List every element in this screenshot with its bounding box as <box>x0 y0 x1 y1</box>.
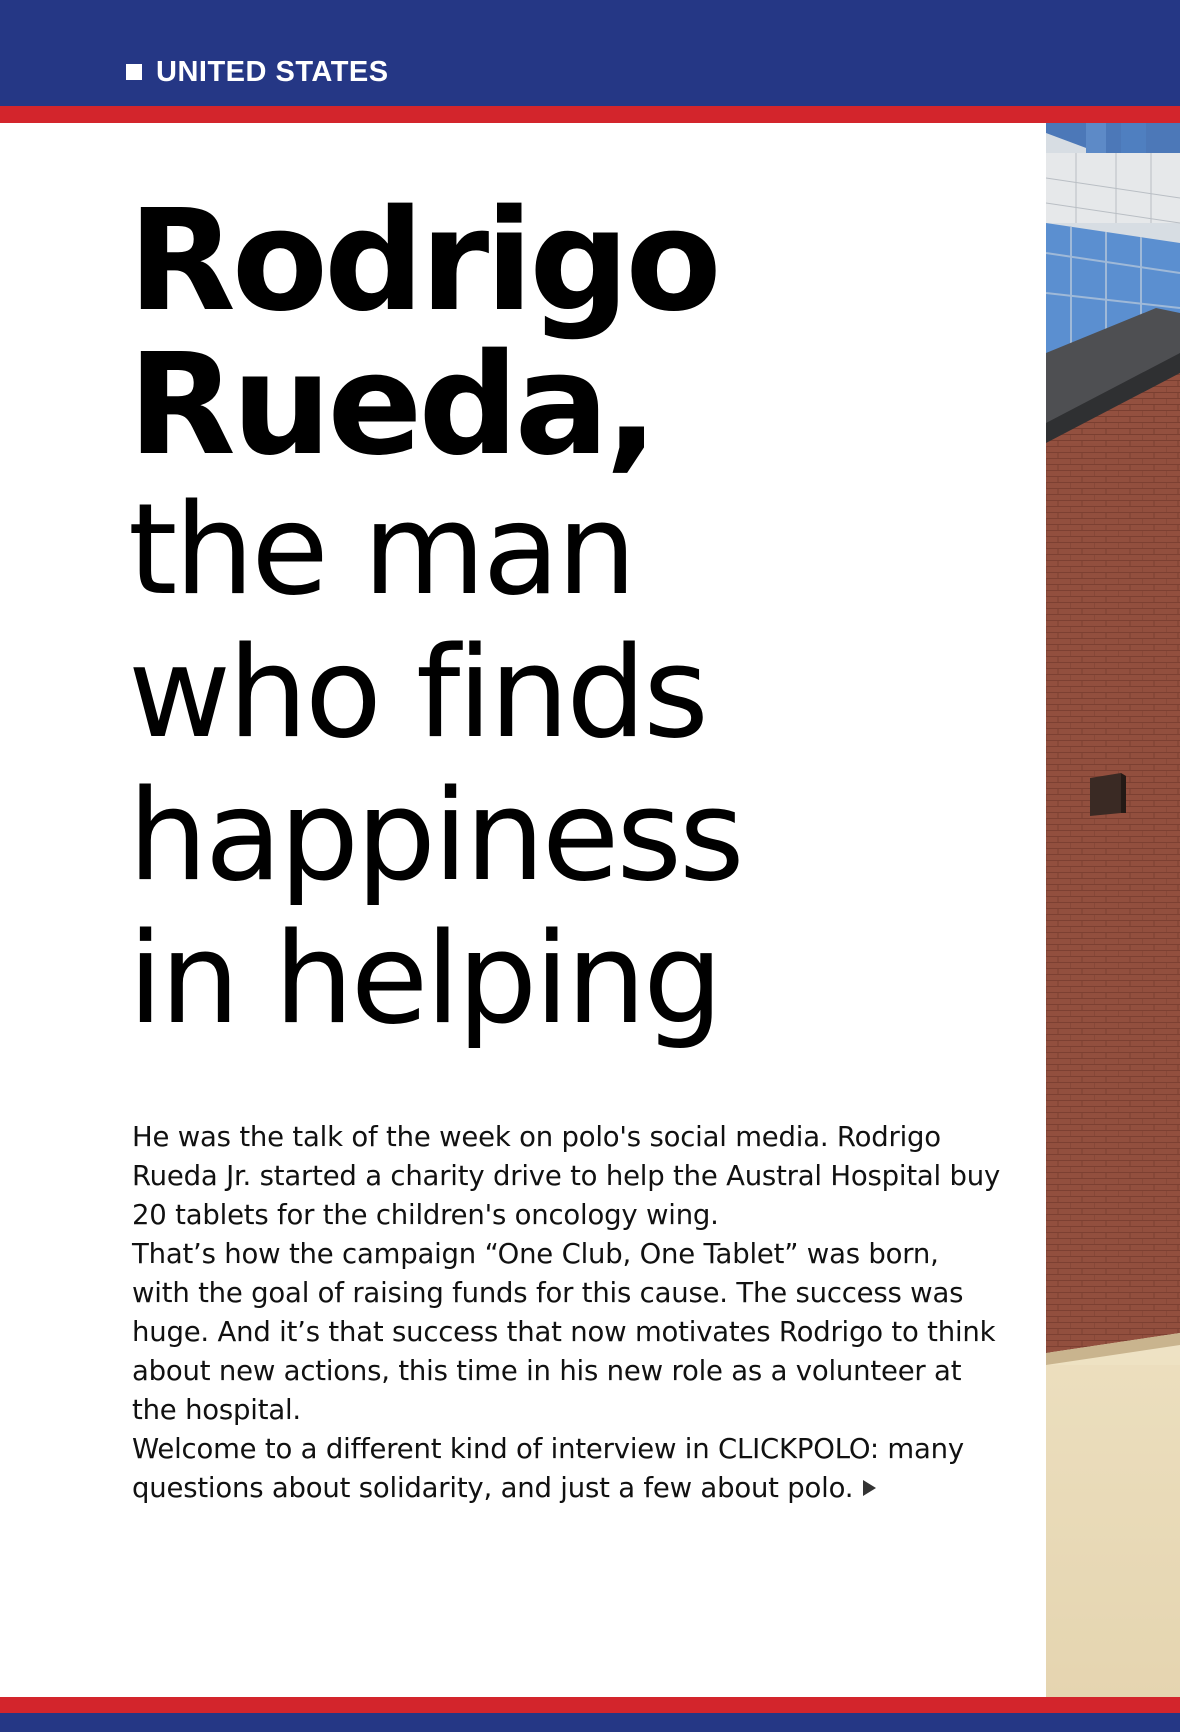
headline-name-line-2: Rueda, <box>128 324 655 487</box>
intro-paragraph-3 <box>132 1430 1002 1508</box>
building-photo <box>1046 123 1180 1697</box>
header-red-stripe <box>0 106 1180 123</box>
headline-name-line-1: Rodrigo <box>128 180 718 343</box>
footer-red-stripe <box>0 1697 1180 1713</box>
intro-paragraph-2: That’s how the campaign “One Club, One Tablet” was born, with the goal of raising funds for this cause. The success was huge. And it’s that success that now motivates Rodrigo to think about new actions, this time in his new role as a volunteer at the hospital. <box>132 1238 996 1426</box>
headline-line-3: the man <box>128 476 634 623</box>
intro-paragraph-3-text: Welcome to a different kind of interview in CLICKPOLO: many questions about solidarity, and just a few about polo. <box>132 1433 964 1504</box>
section-label-text: UNITED STATES <box>156 55 389 88</box>
headline-line-4: who finds <box>128 619 706 766</box>
intro-paragraph-1: He was the talk of the week on polo's social media. Rodrigo Rueda Jr. started a charity drive to help the Austral Hospital buy 20 tablets for the children's oncology wing. <box>132 1121 1001 1231</box>
section-label <box>126 52 389 92</box>
square-bullet-icon <box>126 64 142 80</box>
article-intro <box>132 1118 1002 1508</box>
end-triangle-icon <box>863 1480 876 1496</box>
footer-bar <box>0 1713 1180 1732</box>
headline-line-6: in helping <box>128 905 721 1052</box>
headline <box>128 180 1028 1052</box>
headline-line-5: happiness <box>128 762 742 909</box>
